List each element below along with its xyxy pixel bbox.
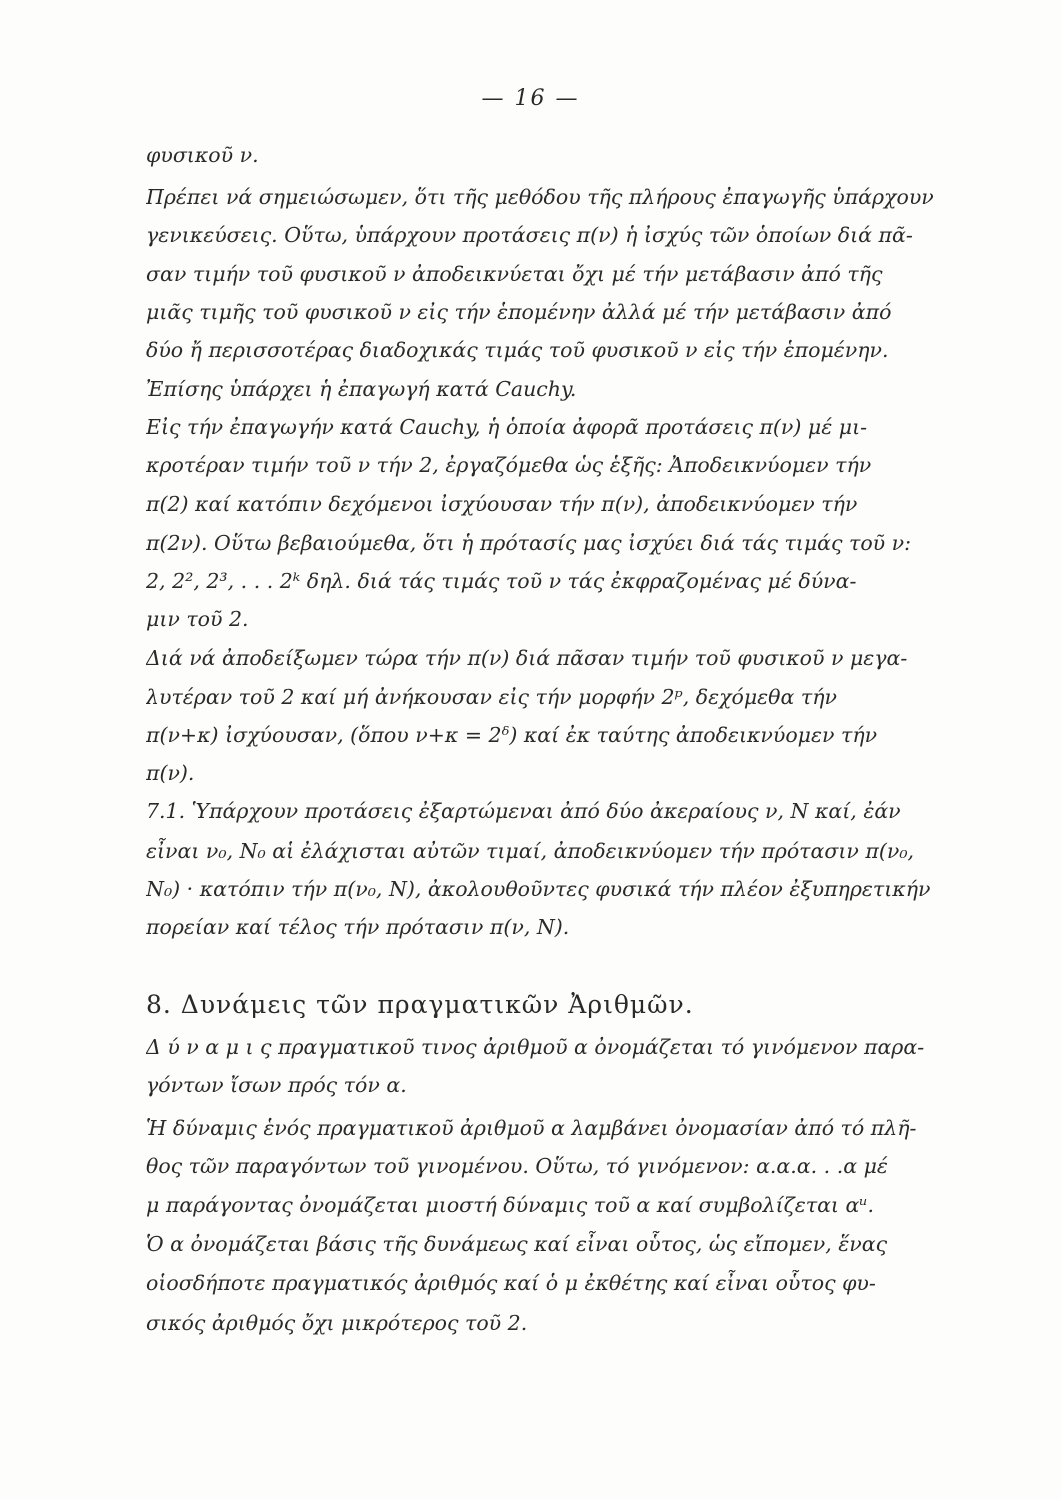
text-line: Εἰς τήν ἐπαγωγήν κατά Cauchy, ἡ ὁποία ἀφορᾶ προτάσεις π(ν) μέ μι- [146, 415, 868, 439]
text-line: οἱοσδήποτε πραγματικός ἀριθμός καί ὁ μ ἐκθέτης καί εἶναι οὗτος φυ- [146, 1271, 876, 1295]
text-line: γόντων ἴσων πρός τόν α. [146, 1073, 407, 1097]
text-line: δύο ἤ περισσοτέρας διαδοχικάς τιμάς τοῦ φυσικοῦ ν εἰς τήν ἑπομένην. [146, 338, 889, 362]
text-line: μιᾶς τιμῆς τοῦ φυσικοῦ ν εἰς τήν ἑπομένην ἀλλά μέ τήν μετάβασιν ἀπό [146, 300, 892, 324]
text-line: σαν τιμήν τοῦ φυσικοῦ ν ἀποδεικνύεται ὄχι μέ τήν μετάβασιν ἀπό τῆς [146, 262, 883, 286]
text-line: π(ν). [146, 761, 195, 785]
text-line: κροτέραν τιμήν τοῦ ν τήν 2, ἐργαζόμεθα ὡς ἑξῆς: Ἀποδεικνύομεν τήν [146, 453, 872, 477]
text-line: φυσικοῦ ν. [146, 143, 259, 167]
section-heading: 8. Δυνάμεις τῶν πραγματικῶν Ἀριθμῶν. [146, 992, 694, 1018]
text-line: πορείαν καί τέλος τήν πρότασιν π(ν, Ν). [146, 915, 570, 939]
text-line: Ἡ δύναμις ἑνός πραγματικοῦ ἀριθμοῦ α λαμβάνει ὀνομασίαν ἀπό τό πλῆ- [146, 1116, 917, 1140]
text-line: π(ν+κ) ἰσχύουσαν, (ὅπου ν+κ = 2ᵟ) καί ἐκ ταύτης ἀποδεικνύομεν τήν [146, 723, 878, 747]
text-line: μιν τοῦ 2. [146, 607, 249, 631]
text-line: Πρέπει νά σημειώσωμεν, ὅτι τῆς μεθόδου τῆς πλήρους ἐπαγωγῆς ὑπάρχουν [146, 185, 934, 209]
text-line: Ἐπίσης ὑπάρχει ἡ ἐπαγωγή κατά Cauchy. [146, 377, 577, 401]
text-line: 7.1. Ὑπάρχουν προτάσεις ἐξαρτώμεναι ἀπό δύο ἀκεραίους ν, Ν καί, ἐάν [146, 799, 901, 823]
text-line: Δ ύ ν α μ ι ς πραγματικοῦ τινος ἀριθμοῦ α ὀνομάζεται τό γινόμενον παρα- [146, 1035, 925, 1059]
page-number: — 16 — [481, 86, 580, 111]
text-line: Διά νά ἀποδείξωμεν τώρα τήν π(ν) διά πᾶσαν τιμήν τοῦ φυσικοῦ ν μεγα- [146, 646, 908, 670]
text-line: μ παράγοντας ὀνομάζεται μιοστή δύναμις τοῦ α καί συμβολίζεται αᵘ. [146, 1193, 875, 1217]
text-line: Ν₀) · κατόπιν τήν π(ν₀, Ν), ἀκολουθοῦντες φυσικά τήν πλέον ἐξυπηρετικήν [146, 877, 931, 901]
text-line: σικός ἀριθμός ὄχι μικρότερος τοῦ 2. [146, 1311, 528, 1335]
text-line: λυτέραν τοῦ 2 καί μή ἀνήκουσαν εἰς τήν μορφήν 2ᵖ, δεχόμεθα τήν [146, 685, 837, 709]
text-line: Ὁ α ὀνομάζεται βάσις τῆς δυνάμεως καί εἶναι οὗτος, ὡς εἴπομεν, ἕνας [146, 1232, 888, 1256]
text-line: 2, 2², 2³, . . . 2ᵏ δηλ. διά τάς τιμάς τοῦ ν τάς ἐκφραζομένας μέ δύνα- [146, 569, 857, 593]
text-line: π(2) καί κατόπιν δεχόμενοι ἰσχύουσαν τήν π(ν), ἀποδεικνύομεν τήν [146, 492, 858, 516]
text-line: θος τῶν παραγόντων τοῦ γινομένου. Οὕτω, τό γινόμενον: α.α.α. . .α μέ [146, 1154, 888, 1178]
text-line: γενικεύσεις. Οὕτω, ὑπάρχουν προτάσεις π(ν) ἡ ἰσχύς τῶν ὁποίων διά πᾶ- [146, 223, 913, 247]
text-line: εἶναι ν₀, Ν₀ αἱ ἐλάχισται αὐτῶν τιμαί, ἀποδεικνύομεν τήν πρότασιν π(ν₀, [146, 839, 915, 863]
text-line: π(2ν). Οὕτω βεβαιούμεθα, ὅτι ἡ πρότασίς μας ἰσχύει διά τάς τιμάς τοῦ ν: [146, 531, 912, 555]
